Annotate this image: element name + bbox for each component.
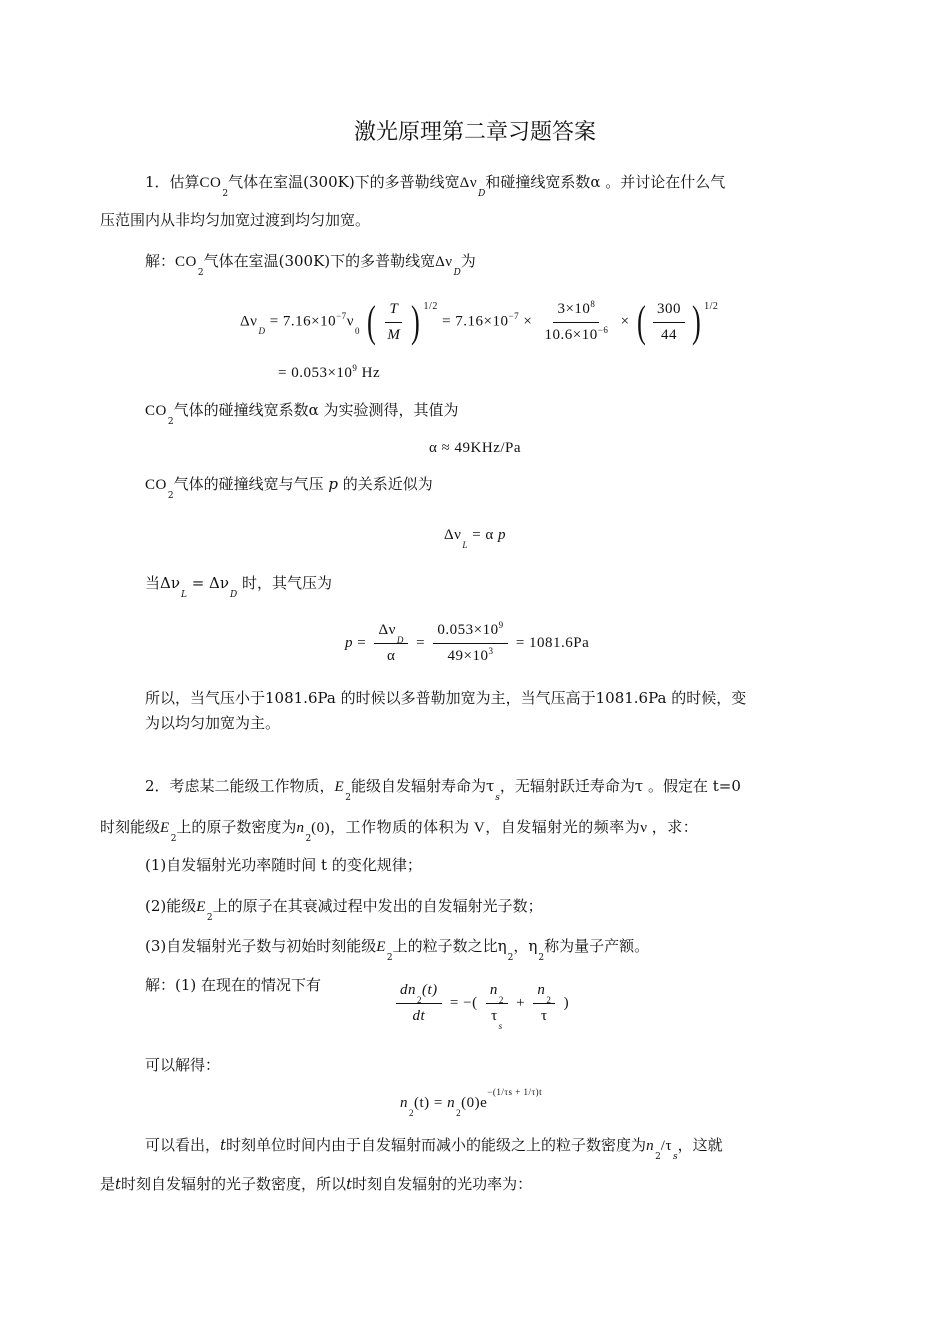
collision-coefficient-text: $CO_2$气体的碰撞线宽系数α 为实验测得，其值为 (145, 401, 459, 427)
q1-line1: 1．估算$CO_2$气体在室温(300K)下的多普勒线宽$\Delta\nu_D$和碰撞线宽系数α 。并讨论在什么气 (145, 173, 726, 199)
solvable-text: 可以解得： (145, 1056, 221, 1074)
q2-solution-intro: 解：(1) 在现在的情况下有 (145, 976, 322, 994)
page-title: 激光原理第二章习题答案 (353, 120, 596, 145)
q1-conclusion-line1: 所以，当气压小于1081.6Pa 的时候以多普勒加宽为主，当气压高于1081.6Pa 的时候，变 (145, 689, 747, 707)
q2-item2: (2)能级$E_2$上的原子在其衰减过程中发出的自发辐射光子数； (145, 897, 543, 923)
q2-paragraph-line2: 是t时刻自发辐射的光子数密度，所以t时刻自发辐射的光功率为： (100, 1175, 533, 1193)
doppler-equation: $\Delta\nu_D = 7.16\times 10^{-7}\nu_0$ ( $\frac{T}{M}$ ) $^{1/2} = 7.16\times 10^{-7}$ × $\frac{3\times 10^8}{10.6\times 10^{-6}}$ × ( $\frac{300}{44}$ ) $^{1/2}$ (240, 297, 719, 346)
solution-equation: $n_2(t) = n_2(0)e^{-(1/\tau s + 1/\tau)t}$ (400, 1087, 543, 1118)
q2-line2: 时刻能级$E_2$上的原子数密度为$n_2(0)$，工作物质的体积为 V，自发辐射光的频率为ν ，求： (100, 818, 699, 844)
q1-conclusion-line2: 为以均匀加宽为主。 (145, 714, 281, 732)
q1-line2: 压范围内从非均匀加宽过渡到均匀加宽。 (100, 211, 371, 229)
pressure-equation: p = $\frac{\Delta\nu_D}{\alpha}$ = $\frac{0.053\times 10^9}{49\times 10^3}$ = 1081.6Pa (345, 620, 590, 664)
alpha-value: α ≈ 49KHz/Pa (428, 440, 522, 456)
q2-line1: 2．考虑某二能级工作物质，$E_2$能级自发辐射寿命为$\tau_s$，无辐射跃迁寿命为τ 。假定在 t=0 (145, 777, 741, 803)
rate-equation: $\frac{dn_2(t)}{dt}$ = −( $\frac{n_2}{\tau_s}$ + $\frac{n_2}{\tau}$ ) (392, 982, 569, 1025)
q2-item3: (3)自发辐射光子数与初始时刻能级$E_2$上的粒子数之比$\eta_2$，$\eta_2$称为量子产额。 (145, 937, 650, 963)
doppler-result: = $0.053\times 10^9$ Hz (278, 363, 381, 381)
equal-width-condition: 当$\Delta\nu_L = \Delta\nu_D$ 时，其气压为 (145, 574, 333, 600)
q1-solution-intro: 解：$CO_2$气体在室温(300K)下的多普勒线宽$\Delta\nu_D$为 (145, 252, 476, 278)
pressure-relation-text: $CO_2$气体的碰撞线宽与气压 p 的关系近似为 (145, 475, 433, 501)
q2-item1: (1)自发辐射光功率随时间 t 的变化规律； (145, 856, 422, 874)
collision-width-equation: $\Delta\nu_L = \alpha$ p (443, 527, 507, 550)
q2-paragraph-line1: 可以看出，t时刻单位时间内由于自发辐射而减小的能级之上的粒子数密度为$n_2/\tau_s$，这就 (145, 1136, 723, 1162)
